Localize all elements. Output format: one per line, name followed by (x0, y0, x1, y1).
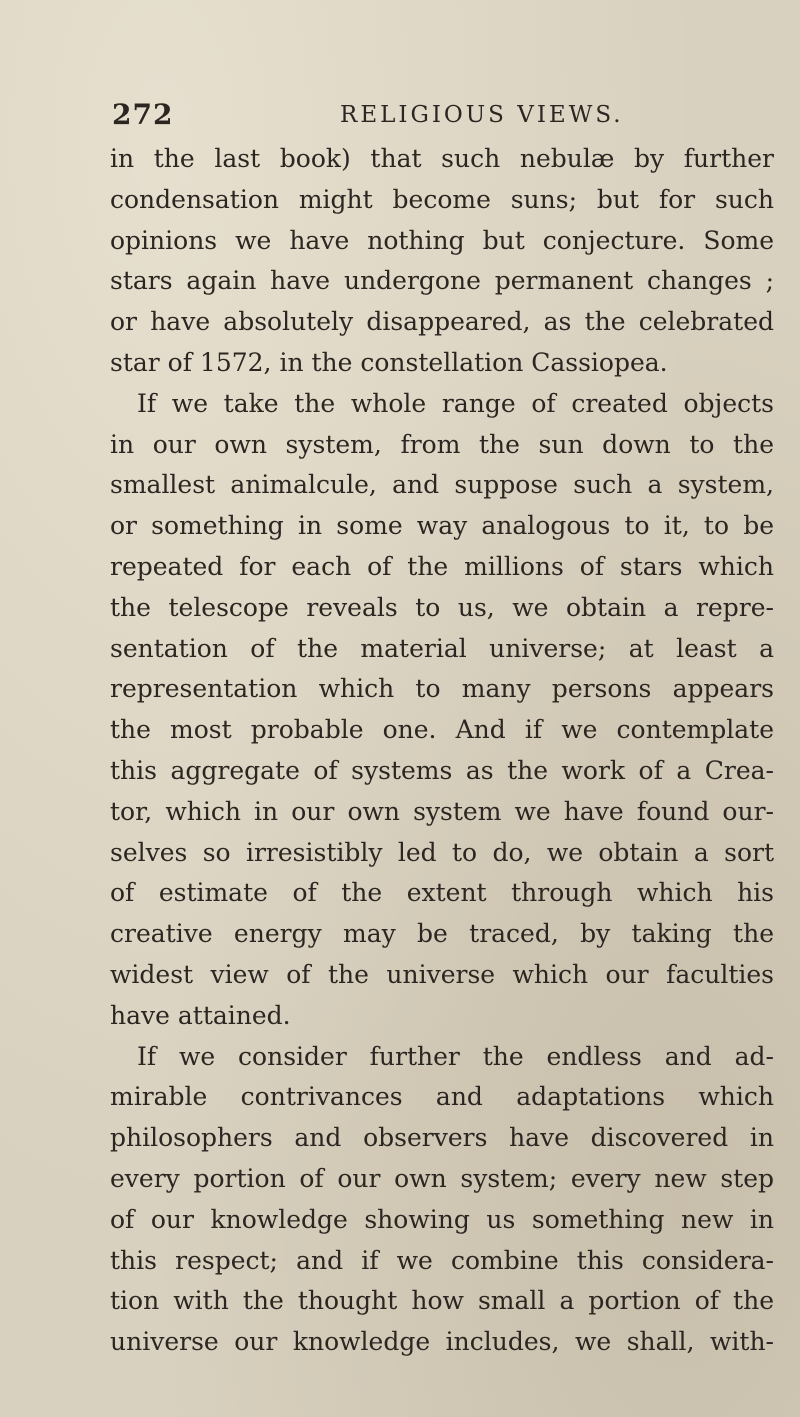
text-line: this respect; and if we combine this considera- (110, 1245, 774, 1275)
running-title: RELIGIOUS VIEWS. (340, 102, 624, 128)
text-line: sentation of the material universe; at least a (110, 633, 774, 663)
text-line: the most probable one. And if we contemplate (110, 715, 774, 745)
text-line: smallest animalcule, and suppose such a system, (110, 470, 774, 500)
text-line: representation which to many persons appears (110, 674, 774, 704)
text-line: selves so irresistibly led to do, we obtain a sort (110, 837, 774, 867)
text-line: repeated for each of the millions of stars which (110, 551, 774, 581)
text-line: philosophers and observers have discovered in (110, 1123, 774, 1153)
page-number: 272 (112, 98, 174, 131)
body-text (110, 139, 774, 1363)
text-line: tion with the thought how small a portion of the (110, 1286, 774, 1316)
text-line: this aggregate of systems as the work of a Crea- (110, 755, 774, 785)
text-line: or something in some way analogous to it, to be (110, 511, 774, 541)
text-line: in our own system, from the sun down to the (110, 429, 774, 459)
text-line: universe our knowledge includes, we shall, with- (110, 1327, 774, 1357)
text-line: star of 1572, in the constellation Cassiopea. (110, 347, 668, 377)
text-line: mirable contrivances and adaptations which (110, 1082, 774, 1112)
text-line: If we consider further the endless and ad- (137, 1041, 774, 1071)
text-line: stars again have undergone permanent changes ; (110, 266, 774, 296)
text-line: or have absolutely disappeared, as the celebrated (110, 307, 774, 337)
text-line: creative energy may be traced, by taking the (110, 919, 774, 949)
text-line: of our knowledge showing us something new in (110, 1204, 774, 1234)
text-line: in the last book) that such nebulæ by further (110, 144, 774, 173)
text-line: If we take the whole range of created objects (137, 388, 774, 418)
running-head (112, 98, 774, 138)
text-line: of estimate of the extent through which his (110, 878, 774, 908)
text-line: tor, which in our own system we have found our- (110, 796, 774, 826)
text-line: opinions we have nothing but conjecture. Some (110, 225, 774, 255)
text-line: every portion of our own system; every new step (110, 1163, 774, 1193)
text-line: have attained. (110, 1000, 291, 1030)
text-line: widest view of the universe which our faculties (110, 959, 774, 989)
text-line: condensation might become suns; but for such (110, 184, 774, 214)
text-line: the telescope reveals to us, we obtain a repre- (110, 592, 774, 622)
